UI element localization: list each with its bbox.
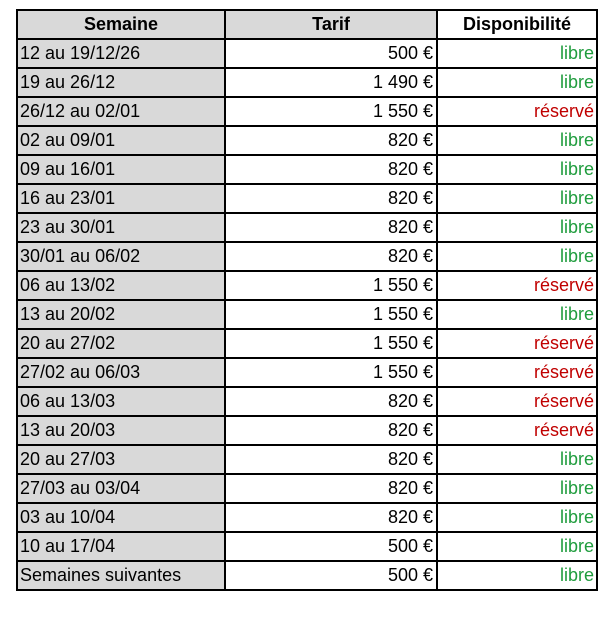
availability-cell: libre	[437, 184, 597, 213]
availability-cell: libre	[437, 126, 597, 155]
week-cell: Semaines suivantes	[17, 561, 225, 590]
availability-cell: libre	[437, 503, 597, 532]
price-cell: 820 €	[225, 242, 437, 271]
table-row	[17, 242, 597, 271]
table-row	[17, 184, 597, 213]
price-cell: 820 €	[225, 184, 437, 213]
table-row	[17, 271, 597, 300]
price-cell: 820 €	[225, 387, 437, 416]
week-cell: 13 au 20/03	[17, 416, 225, 445]
table-row	[17, 155, 597, 184]
availability-cell: libre	[437, 445, 597, 474]
price-cell: 1 550 €	[225, 358, 437, 387]
price-column-header: Tarif	[225, 10, 437, 39]
table-row	[17, 329, 597, 358]
week-cell: 09 au 16/01	[17, 155, 225, 184]
price-cell: 820 €	[225, 155, 437, 184]
price-cell: 820 €	[225, 213, 437, 242]
table-body	[17, 39, 597, 590]
week-cell: 20 au 27/02	[17, 329, 225, 358]
price-cell: 820 €	[225, 474, 437, 503]
availability-cell: libre	[437, 68, 597, 97]
week-column-header: Semaine	[17, 10, 225, 39]
table-row	[17, 126, 597, 155]
price-cell: 500 €	[225, 39, 437, 68]
price-cell: 500 €	[225, 532, 437, 561]
price-cell: 1 490 €	[225, 68, 437, 97]
table-row	[17, 503, 597, 532]
table-row	[17, 300, 597, 329]
week-cell: 12 au 19/12/26	[17, 39, 225, 68]
week-cell: 27/03 au 03/04	[17, 474, 225, 503]
week-cell: 26/12 au 02/01	[17, 97, 225, 126]
week-cell: 27/02 au 06/03	[17, 358, 225, 387]
week-cell: 23 au 30/01	[17, 213, 225, 242]
table-row	[17, 68, 597, 97]
availability-cell: réservé	[437, 416, 597, 445]
availability-cell: réservé	[437, 329, 597, 358]
availability-cell: libre	[437, 561, 597, 590]
availability-cell: libre	[437, 474, 597, 503]
week-cell: 20 au 27/03	[17, 445, 225, 474]
week-cell: 06 au 13/02	[17, 271, 225, 300]
table-row	[17, 358, 597, 387]
table-row	[17, 39, 597, 68]
price-cell: 1 550 €	[225, 300, 437, 329]
week-cell: 06 au 13/03	[17, 387, 225, 416]
table-row	[17, 387, 597, 416]
price-cell: 1 550 €	[225, 97, 437, 126]
availability-cell: libre	[437, 155, 597, 184]
week-cell: 19 au 26/12	[17, 68, 225, 97]
availability-cell: réservé	[437, 358, 597, 387]
week-cell: 02 au 09/01	[17, 126, 225, 155]
availability-cell: réservé	[437, 387, 597, 416]
price-cell: 500 €	[225, 561, 437, 590]
week-cell: 13 au 20/02	[17, 300, 225, 329]
header-row	[17, 10, 597, 39]
availability-cell: libre	[437, 300, 597, 329]
table-row	[17, 416, 597, 445]
table-row	[17, 445, 597, 474]
week-cell: 16 au 23/01	[17, 184, 225, 213]
availability-cell: libre	[437, 213, 597, 242]
availability-cell: libre	[437, 242, 597, 271]
availability-cell: réservé	[437, 271, 597, 300]
table-row	[17, 532, 597, 561]
price-cell: 820 €	[225, 126, 437, 155]
table-row	[17, 474, 597, 503]
table-row	[17, 213, 597, 242]
price-cell: 1 550 €	[225, 329, 437, 358]
rates-table	[16, 9, 598, 591]
price-cell: 820 €	[225, 503, 437, 532]
price-cell: 820 €	[225, 445, 437, 474]
table-row	[17, 97, 597, 126]
table-row	[17, 561, 597, 590]
week-cell: 10 au 17/04	[17, 532, 225, 561]
week-cell: 30/01 au 06/02	[17, 242, 225, 271]
availability-cell: libre	[437, 532, 597, 561]
week-cell: 03 au 10/04	[17, 503, 225, 532]
price-cell: 1 550 €	[225, 271, 437, 300]
availability-cell: réservé	[437, 97, 597, 126]
availability-column-header: Disponibilité	[437, 10, 597, 39]
availability-cell: libre	[437, 39, 597, 68]
price-cell: 820 €	[225, 416, 437, 445]
